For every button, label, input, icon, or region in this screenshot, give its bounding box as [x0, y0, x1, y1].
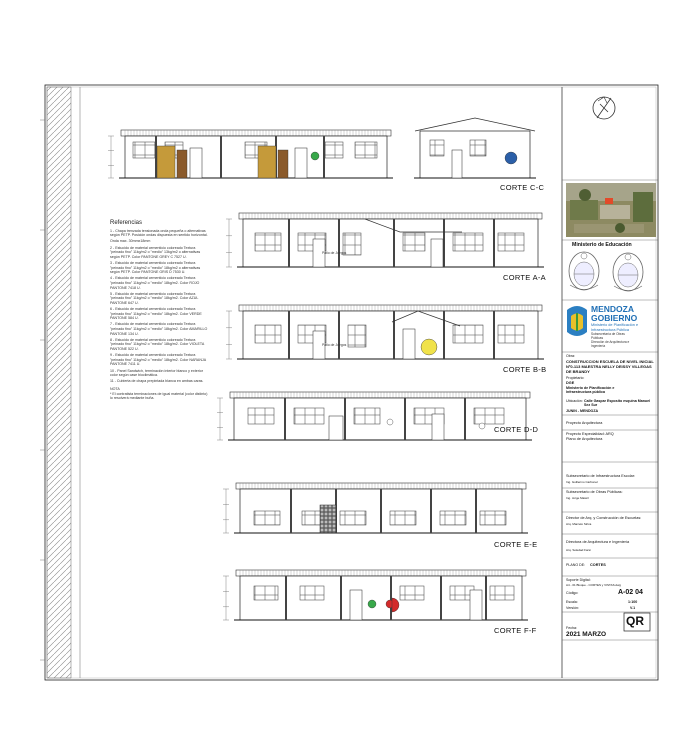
ministerio-planificacion: Ministerio de Planificación e Infraestructura Pública [591, 323, 639, 332]
window [390, 511, 416, 525]
referencia-item: 9 - Estucido de material cementicio coloreado Textura "peinado fino" 11kg/m2 o "medio" 18kg/m2. Color NARANJA PANTONE 7411 U. [110, 353, 206, 367]
window [490, 586, 514, 600]
gobierno-wordmark: GOBIERNO [591, 313, 638, 323]
column [288, 219, 290, 267]
referencia-item: 2 - Estucido de material cementicio coloreado Textura "peinado fino" 11kg/m2 o "medio" 13kg/m2 o alternativas según PETP. Color PANTONE GREY C 7527 U. [110, 245, 201, 259]
color-panel [157, 146, 175, 178]
section-title-b-b: CORTE B-B [503, 365, 547, 374]
referencia-item: 10 - Panel Sandwich, terminación interior blanco y exterior color según case bioclimática. [110, 368, 203, 378]
door [320, 505, 336, 533]
window [325, 142, 343, 158]
plano-label: PLANO DE: [566, 563, 586, 567]
window [498, 325, 524, 343]
ubicacion-value-2: JUNIN - MENDOZA [566, 409, 599, 413]
proyecto-especialidad: Proyecto Especialidad: ARQ [566, 432, 614, 436]
column [430, 489, 432, 533]
ubicacion-value: Calle Gaspar Esposito esquina Manuel Sez Sur [584, 399, 651, 408]
door [190, 148, 202, 178]
window [400, 586, 424, 600]
room-label: Patio de Juegos [322, 343, 347, 347]
fecha-value: 2021 MARZO [566, 631, 607, 638]
column [340, 576, 342, 620]
mendoza-wordmark: MENDOZA [591, 304, 634, 314]
ministerio-educacion: Ministerio de Educación [572, 242, 632, 248]
door [350, 590, 362, 620]
column [220, 136, 222, 178]
section-drawing [108, 130, 393, 178]
window [254, 586, 278, 600]
section-title-e-e: CORTE E-E [494, 540, 538, 549]
propietario-label: Propietario: [566, 376, 585, 380]
column [284, 398, 286, 440]
obra-value: CONSTRUCCION ESCUELA DE NIVEL INICIAL Nº0-113 MAESTRA NELLY DEISSY VILLEGAS DE BRANDY [566, 359, 654, 374]
referencia-item: 3 - Estucido de material cementicio coloreado Textura "peinado fino" 11kg/m2 o "medio" 18kg/m2 o alternativas según PETP. Color PANTONE GRIS D 7530 U. [110, 260, 201, 275]
section-drawing [223, 483, 528, 533]
fecha-label: Fecha: [566, 626, 577, 630]
propietario-2: Ministerio de Planificación e Infraestructura pública [566, 386, 615, 395]
obra-label: Obra: [566, 354, 575, 358]
escala-label: Escala: [566, 600, 578, 604]
door [452, 150, 462, 178]
section-title-a-a: CORTE A-A [503, 273, 546, 282]
ubicacion-label: Ubicación: [566, 399, 583, 403]
window [255, 325, 281, 343]
section-drawing [217, 392, 532, 440]
window [403, 233, 425, 251]
column [338, 219, 340, 267]
referencia-item: 11 - Cubierta de chapa prepintada blanca en ambas caras. [110, 379, 204, 384]
color-circle-feature [387, 419, 393, 425]
column [290, 489, 292, 533]
column [440, 576, 442, 620]
window [248, 408, 274, 424]
color-circle-feature [505, 152, 517, 164]
subsec-infra-name: Ing. Guillermo Carbonel [566, 480, 598, 484]
column [443, 219, 445, 267]
color-panel [278, 150, 288, 178]
director-arq-label: Director de Arq. y Construcción de Escuelas: [566, 516, 642, 520]
propietario-1: DGE [566, 381, 575, 385]
window [355, 142, 377, 158]
location-aerial-photo [566, 183, 656, 237]
column [155, 136, 157, 178]
door [431, 239, 443, 267]
column [338, 311, 340, 359]
referencia-item: 5 - Estucido de material cementicio coloreado Textura "peinado fino" 11kg/m2 o "medio" 18kg/m2. Color AZUL PANTONE 647 U. [110, 291, 199, 305]
window [474, 408, 504, 424]
column [443, 311, 445, 359]
section-title-f-f: CORTE F-F [494, 626, 537, 635]
version-value: V.1 [630, 606, 636, 610]
column [393, 219, 395, 267]
door [295, 148, 307, 178]
door [329, 416, 343, 440]
window [430, 140, 444, 156]
director-arq-name: Arq. Marcelo Sirica [566, 522, 592, 526]
referencia-item: 8 - Estucido de material cementicio coloreado Textura "peinado fino" 11kg/m2 o "medio" 18kg/m2. Color VIOLETA PANTONE 522 U. [110, 337, 205, 351]
referencia-item: 6 - Estucido de material cementicio coloreado Textura "peinado fino" 11kg/m2 o "medio" 18kg/m2. Color VERDE PANTONE 584 U. [110, 307, 202, 321]
column [344, 398, 346, 440]
subsecretaria-obras: Subsecretaría de Obras Públicas [591, 332, 625, 340]
section-drawing [226, 213, 544, 267]
roof-slab [239, 305, 542, 311]
window [340, 511, 366, 525]
nota-title: NOTA [110, 386, 120, 391]
window [470, 140, 486, 156]
window [348, 325, 366, 347]
section-drawing [223, 570, 528, 620]
window [440, 511, 466, 525]
column [475, 489, 477, 533]
plano-value: CORTES [590, 563, 606, 567]
door [403, 329, 415, 359]
door [470, 590, 482, 620]
nota-text: * El contratista terminaciones de igual material (color distinto) lo resolverá mediante buña. [110, 391, 208, 401]
door [432, 414, 444, 440]
column [404, 398, 406, 440]
column [485, 576, 487, 620]
room-label: Patio de Juegos [322, 251, 347, 255]
window [453, 233, 483, 251]
subsec-obras-label: Subsecretario de Obras Públicas: [566, 490, 623, 494]
mendoza-gobierno-logo [567, 306, 587, 336]
color-circle-feature [421, 339, 437, 355]
roof-slab [230, 392, 530, 398]
plano-de: Plano de Arquitectura [566, 437, 603, 441]
section-title-c-c: CORTE C-C [500, 183, 545, 192]
column [493, 311, 495, 359]
referencias-title: Referencias [110, 220, 143, 226]
qr-label: QR [626, 614, 644, 628]
window [254, 511, 280, 525]
color-circle-feature [368, 600, 376, 608]
window [498, 233, 524, 251]
proyecto-label: Proyecto Arquitectura [566, 421, 603, 425]
section-drawing [226, 305, 544, 359]
subsec-infra-label: Subsecretario de Infraestructura Escolar: [566, 474, 636, 478]
version-label: Versión: [566, 606, 579, 610]
referencias-block [110, 219, 210, 401]
column [380, 489, 382, 533]
color-panel [258, 146, 276, 178]
window [255, 233, 281, 251]
codigo-label: Código: [566, 591, 579, 595]
referencias-list [110, 229, 210, 384]
directora-name: Arq. Soledad Farsi [566, 548, 591, 552]
column [390, 576, 392, 620]
window [354, 408, 380, 424]
column [288, 311, 290, 359]
soporte-value: A4 - 01 Bloque - CORTES y VISTAS.dwg [566, 583, 621, 587]
window [480, 511, 506, 525]
codigo-value: A-02 04 [618, 589, 643, 596]
column [323, 136, 325, 178]
soporte-label: Soporte Digital: [566, 578, 591, 582]
window [294, 408, 324, 424]
color-circle-feature [311, 152, 319, 160]
window [453, 325, 483, 343]
referencia-item: 4 - Estucido de material cementicio coloreado Textura "peinado fino" 11kg/m2 o "medio" 18kg/m2. Color ROJO PANTONE 7418 U. [110, 276, 200, 290]
color-panel [177, 150, 187, 178]
subsec-obras-name: Ing. Jorge Maiwil [566, 496, 589, 500]
roof-slab [121, 130, 391, 136]
directora-label: Directora de Arquitectura e Ingeniería [566, 540, 630, 544]
roof-slab [239, 213, 542, 219]
column [464, 398, 466, 440]
referencia-item: Onda max. 30mmx18mm [110, 239, 151, 244]
column [493, 219, 495, 267]
column [393, 311, 395, 359]
referencia-item: 7 - Estucido de material cementicio coloreado Textura "peinado fino" 11kg/m2 o "medio" 18kg/m2. Color AMARILLO PANTONE 134 U. [110, 322, 208, 336]
section-title-d-d: CORTE D-D [494, 425, 539, 434]
direccion-arquitectura: Dirección de Arquitectura e Ingeniería [591, 340, 630, 348]
escala-value: 1:100 [628, 600, 638, 604]
window [133, 142, 155, 158]
column [285, 576, 287, 620]
window [300, 586, 324, 600]
color-circle-feature [479, 423, 485, 429]
referencia-item: 1 - Chapa trenzada tensionada onda pequeña o alternativas según PETP. Posición ondas dispuesta en sentido horizontal. [110, 228, 208, 238]
